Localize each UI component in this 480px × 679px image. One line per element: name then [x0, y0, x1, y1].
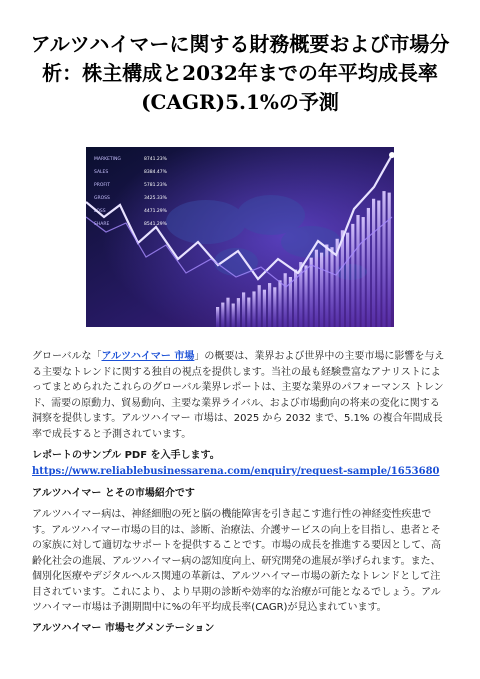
decor-bar	[330, 247, 333, 327]
decor-bar	[263, 290, 266, 327]
ticker-value: 5781.23%	[144, 183, 167, 188]
decor-bar	[278, 280, 281, 327]
hero-image	[86, 147, 394, 327]
market-link[interactable]: アルツハイマー 市場	[101, 351, 195, 362]
decor-bar	[310, 258, 313, 327]
decor-bar	[304, 265, 307, 327]
intro-prefix: グローバルな「	[32, 351, 102, 362]
ticker-value: 8741.23%	[144, 157, 167, 162]
ticker-label: MARKETING	[94, 157, 121, 162]
decor-bar	[242, 292, 245, 327]
intro-suffix: 」の概要は、業界および世界中の主要市場に影響を与える主要なトレンドに関する独自の視点を提供します。当社の最も経験豊富なアナリストによってまとめられたこれらのグローバル業界レポートは、主要な業界のパフォーマンス トレンド、需要の原動力、貿易動向、主要な業界ライバル、および市場動向の将来の変化に関する洞察を提供します。アルツハイマー 市場は、2025 から 2032 まで、5.1% の複合年間成長率で成長すると予測されています。	[32, 351, 445, 440]
decor-bar	[273, 287, 276, 327]
market-intro-heading: アルツハイマー とその市場紹介です	[32, 488, 195, 499]
decor-bar	[221, 303, 224, 327]
ticker-value: 8384.47%	[144, 170, 167, 175]
decor-bar	[315, 250, 318, 327]
market-intro-paragraph: アルツハイマー病は、神経細胞の死と脳の機能障害を引き起こす進行性の神経変性疾患です。アルツハイマー市場の目的は、診断、治療法、介護サービスの向上を目指し、患者とその家族に対して適切なサポートを提供することです。市場の成長を推進する要因として、高齢化社会の進展、アルツハイマー病の認知度向上、研究開発の進展が挙げられます。また、個別化医療やデジタルヘルス関連の革新は、アルツハイマー市場の新たなトレンドとして注目されています。これにより、より早期の診断や効率的な治療が可能となるでしょう。アルツハイマー市場は予測期間中に%の年平均成長率(CAGR)が見込まれています。	[32, 509, 441, 613]
decor-bar	[226, 298, 229, 327]
decor-bar	[341, 230, 344, 327]
sample-label: レポートのサンプル PDF を入手します。	[32, 450, 220, 461]
decor-bar	[382, 191, 385, 327]
decor-bar	[388, 193, 391, 327]
market-segmentation-heading: アルツハイマー 市場セグメンテーション	[32, 623, 215, 634]
page-title: アルツハイマーに関する財務概要および市場分析：株主構成と2032年までの年平均成長率(CAGR)5.1%の予測	[30, 32, 450, 114]
decor-bar	[320, 253, 323, 327]
decor-bar	[372, 199, 375, 327]
decor-bar	[216, 307, 219, 327]
decor-bar	[232, 304, 235, 327]
decor-bar	[268, 283, 271, 327]
ticker-label: LOSS	[94, 209, 106, 214]
ticker-label: PROFIT	[94, 183, 111, 188]
decor-bar	[252, 291, 255, 327]
decor-bar	[351, 224, 354, 327]
decor-bar	[362, 217, 365, 327]
decor-bar	[284, 273, 287, 327]
ticker-label: SALES	[94, 170, 109, 175]
ticker-label: SHARE	[94, 222, 110, 227]
decor-bar	[258, 285, 261, 327]
sample-request-line	[32, 448, 448, 479]
ticker-label: GROSS	[94, 196, 110, 201]
decor-bar	[377, 200, 380, 327]
intro-paragraph	[32, 349, 448, 442]
decor-bar	[247, 298, 250, 327]
decor-bar	[237, 298, 240, 327]
sample-request-link[interactable]: https://www.reliablebusinessarena.com/enquiry/request-sample/1653680	[32, 465, 440, 477]
ticker-value: 8541.29%	[144, 222, 167, 227]
decor-bar	[367, 208, 370, 327]
hero-illustration	[86, 147, 394, 327]
decor-bar	[356, 215, 359, 327]
ticker-value: 3425.33%	[144, 196, 167, 201]
ticker-value: 4471.29%	[144, 209, 167, 214]
decor-bar	[346, 233, 349, 327]
decor-bar	[325, 244, 328, 327]
